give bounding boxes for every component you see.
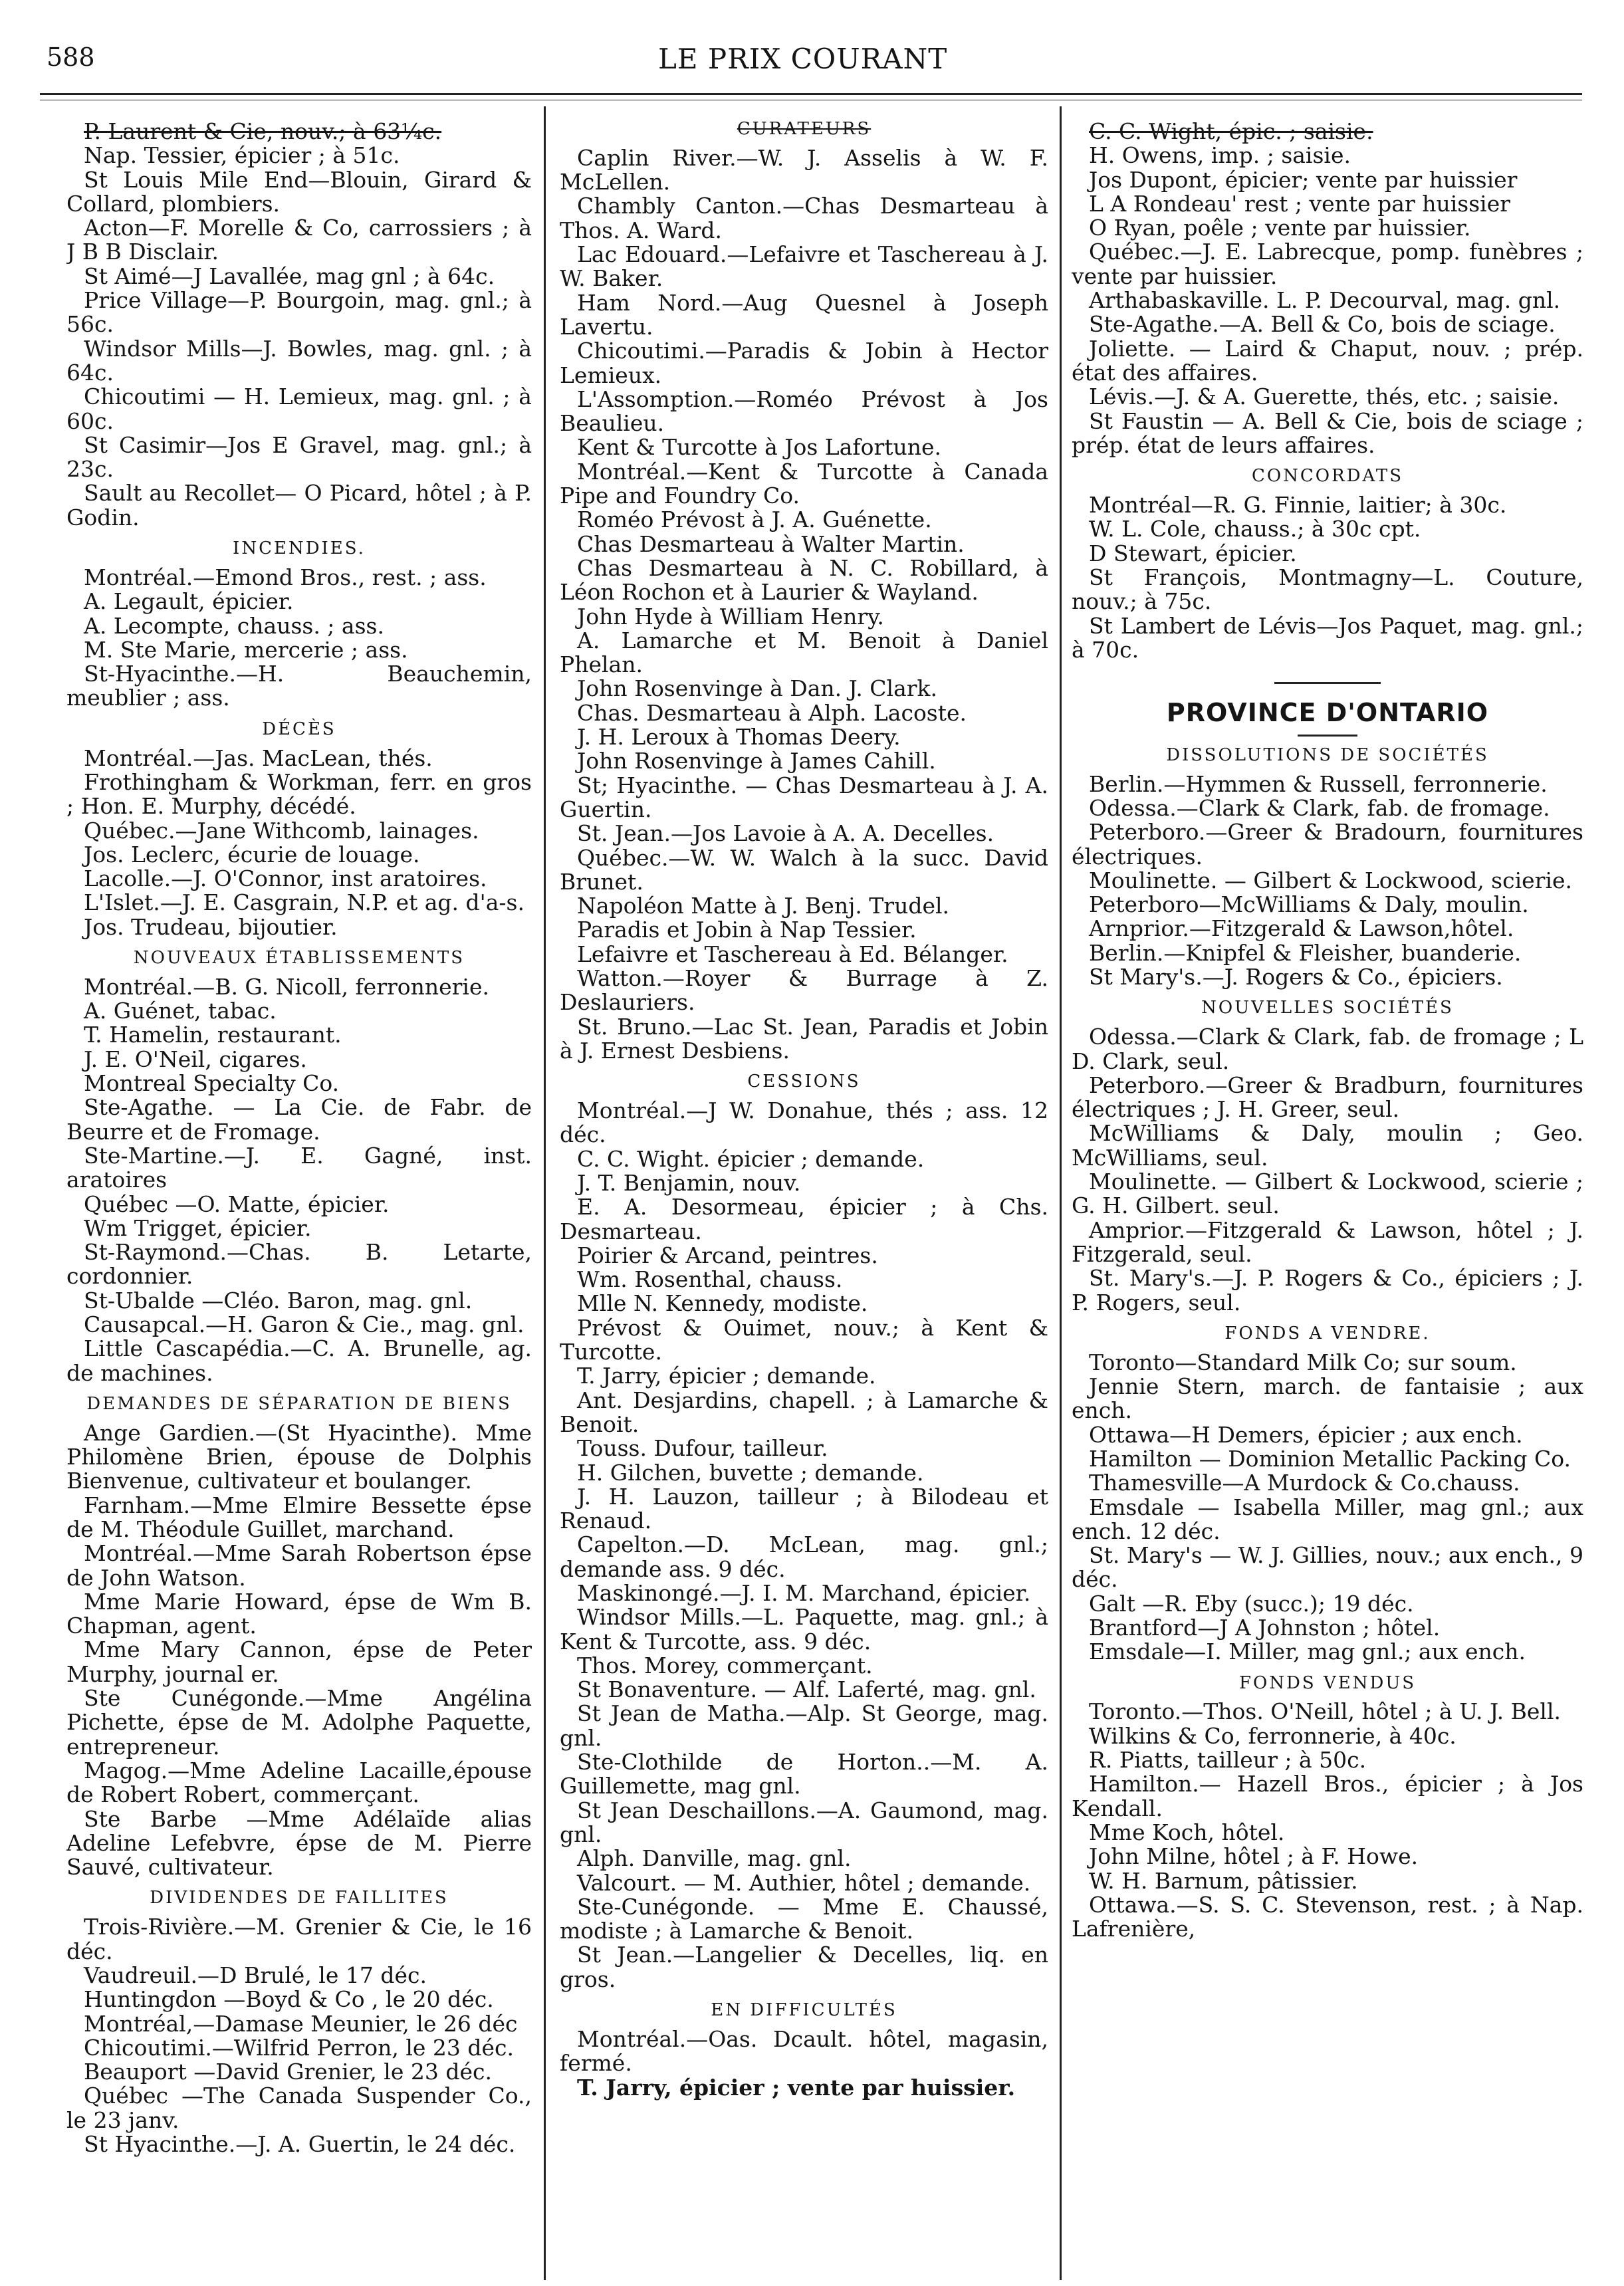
list-entry: St-Ubalde —Cléo. Baron, mag. gnl. <box>84 1287 473 1314</box>
list-entry: St. Mary's.—J. P. Rogers & Co., épiciers ; J. P. Rogers, seul. <box>1072 1265 1583 1315</box>
list-entry: Montréal.—J W. Donahue, thés ; ass. 12 déc. <box>560 1097 1048 1148</box>
list-entry: Valcourt. — M. Authier, hôtel ; demande. <box>577 1869 1031 1896</box>
list-entry: St Mary's.—J. Rogers & Co., épiciers. <box>1089 964 1503 990</box>
list-entry: John Milne, hôtel ; à F. Howe. <box>1089 1843 1419 1870</box>
list-entry: St; Hyacinthe. — Chas Desmarteau à J. A. Guertin. <box>560 772 1048 822</box>
list-entry: Ste-Martine.—J. E. Gagné, inst. aratoires <box>66 1142 532 1193</box>
list-entry: Odessa.—Clark & Clark, fab. de fromage ; L D. Clark, seul. <box>1072 1024 1583 1074</box>
list-entry: J. H. Lauzon, tailleur ; à Bilodeau et Renaud. <box>560 1483 1048 1534</box>
list-entry: Thos. Morey, commerçant. <box>577 1652 873 1678</box>
list-entry: H. Owens, imp. ; saisie. <box>1089 142 1351 169</box>
list-entry: Montréal.—Mme Sarah Robertson épse de John Watson. <box>66 1540 532 1591</box>
list-entry: C. C. Wight, épic. ; saisie. <box>1089 120 1373 144</box>
page-header <box>47 40 1589 86</box>
list-entry: Emsdale—I. Miller, mag gnl.; aux ench. <box>1089 1639 1526 1665</box>
list-entry: St Lambert de Lévis—Jos Paquet, mag. gnl.; à 70c. <box>1072 612 1583 663</box>
list-entry: Montreal Specialty Co. <box>84 1070 340 1097</box>
section-rule <box>1274 682 1381 684</box>
column-left <box>66 120 532 2273</box>
list-entry: Ottawa—H Demers, épicier ; aux ench. <box>1089 1421 1523 1448</box>
list-entry: Ste Cunégonde.—Mme Angélina Pichette, épse de M. Adolphe Paquette, entrepreneur. <box>66 1685 532 1760</box>
list-entry: E. A. Desormeau, épicier ; à Chs. Desmarteau. <box>560 1194 1048 1244</box>
list-entry: Mme Mary Cannon, épse de Peter Murphy, journal er. <box>66 1637 532 1687</box>
list-entry: Watton.—Royer & Burrage à Z. Deslauriers. <box>560 965 1048 1016</box>
list-entry: St Louis Mile End—Blouin, Girard & Collard, plombiers. <box>66 166 532 217</box>
list-entry: A. Lamarche et M. Benoit à Daniel Phelan. <box>560 627 1048 678</box>
list-entry: Little Cascapédia.—C. A. Brunelle, ag. de machines. <box>66 1335 532 1386</box>
list-entry: John Rosenvinge à James Cahill. <box>577 748 936 774</box>
list-entry: Peterboro.—Greer & Bradburn, fournitures électriques ; J. H. Greer, seul. <box>1072 1072 1583 1123</box>
list-entry: Québec.—Jane Withcomb, lainages. <box>84 817 479 844</box>
section-heading: CURATEURS <box>737 120 871 139</box>
section-heading: NOUVELLES SOCIÉTÉS <box>1201 998 1454 1018</box>
list-entry: Québec.—J. E. Labrecque, pomp. funèbres ; vente par huissier. <box>1072 239 1583 289</box>
list-entry: C. C. Wight. épicier ; demande. <box>577 1145 925 1172</box>
list-entry: A. Lecompte, chauss. ; ass. <box>84 612 384 639</box>
list-entry: Amprior.—Fitzgerald & Lawson, hôtel ; J. Fitzgerald, seul. <box>1072 1216 1583 1267</box>
list-entry: Berlin.—Knipfel & Fleisher, buanderie. <box>1089 939 1522 966</box>
column-divider <box>1060 106 1062 2280</box>
list-entry: Windsor Mills.—L. Paquette, mag. gnl.; à Kent & Turcotte, ass. 9 déc. <box>560 1604 1048 1655</box>
list-entry: Québec —O. Matte, épicier. <box>84 1191 390 1217</box>
list-entry: St Jean.—Langelier & Decelles, liq. en gros. <box>560 1942 1048 1992</box>
list-entry: Chicoutimi.—Wilfrid Perron, le 23 déc. <box>84 2034 514 2061</box>
list-entry: Caplin River.—W. J. Asselis à W. F. McLellen. <box>560 144 1048 195</box>
list-entry: Arnprior.—Fitzgerald & Lawson,hôtel. <box>1089 915 1514 942</box>
list-entry: St. Mary's — W. J. Gillies, nouv.; aux ench., 9 déc. <box>1072 1542 1583 1593</box>
list-entry: Huntingdon —Boyd & Co , le 20 déc. <box>84 1986 494 2013</box>
list-entry: Moulinette. — Gilbert & Lockwood, scierie ; G. H. Gilbert. seul. <box>1072 1169 1583 1219</box>
list-entry: Québec —The Canada Suspender Co., le 23 janv. <box>66 2083 532 2133</box>
list-entry: Ottawa.—S. S. C. Stevenson, rest. ; à Nap. Lafrenière, <box>1072 1891 1583 1942</box>
list-entry: Alph. Danville, mag. gnl. <box>577 1845 852 1872</box>
list-entry: A. Legault, épicier. <box>84 588 294 615</box>
list-entry: Causapcal.—H. Garon & Cie., mag. gnl. <box>84 1312 524 1338</box>
list-entry: St-Hyacinthe.—H. Beauchemin, meublier ; ass. <box>66 661 532 711</box>
list-entry: T. Jarry, épicier ; vente par huissier. <box>577 2074 1016 2101</box>
list-entry: Emsdale — Isabella Miller, mag gnl.; aux ench. 12 déc. <box>1072 1494 1583 1544</box>
list-entry: R. Piatts, tailleur ; à 50c. <box>1089 1747 1367 1773</box>
list-entry: Touss. Dufour, tailleur. <box>577 1435 828 1462</box>
list-entry: St-Raymond.—Chas. B. Letarte, cordonnier. <box>66 1239 532 1290</box>
list-entry: St Casimir—Jos E Gravel, mag. gnl.; à 23c. <box>66 431 532 483</box>
list-entry: Jennie Stern, march. de fantaisie ; aux ench. <box>1072 1373 1583 1424</box>
column-middle <box>560 120 1048 2273</box>
list-entry: Toronto.—Thos. O'Neill, hôtel ; à U. J. Bell. <box>1089 1698 1561 1725</box>
section-heading: DÉCÈS <box>262 719 336 739</box>
list-entry: Mme Koch, hôtel. <box>1089 1819 1285 1845</box>
list-entry: Frothingham & Workman, ferr. en gros ; Hon. E. Murphy, décédé. <box>66 768 532 820</box>
list-entry: O Ryan, poêle ; vente par huissier. <box>1089 215 1471 241</box>
province-heading: PROVINCE D'ONTARIO <box>1166 698 1489 728</box>
list-entry: Ham Nord.—Aug Quesnel à Joseph Lavertu. <box>560 289 1048 340</box>
list-entry: Ste-Clothilde de Horton..—M. A. Guillemette, mag gnl. <box>560 1749 1048 1799</box>
list-entry: J. E. O'Neil, cigares. <box>84 1046 307 1072</box>
list-entry: Chambly Canton.—Chas Desmarteau à Thos. A. Ward. <box>560 193 1048 243</box>
list-entry: St Hyacinthe.—J. A. Guertin, le 24 déc. <box>84 2131 516 2158</box>
list-entry: Sault au Recollet— O Picard, hôtel ; à P. Godin. <box>66 480 532 530</box>
list-entry: Acton—F. Morelle & Co, carrossiers ; à J B B Disclair. <box>66 215 532 265</box>
section-heading: DIVIDENDES DE FAILLITES <box>150 1888 449 1908</box>
list-entry: Jos. Trudeau, bijoutier. <box>84 913 338 940</box>
list-entry: L'Islet.—J. E. Casgrain, N.P. et ag. d'a-s. <box>84 889 524 916</box>
list-entry: Hamilton — Dominion Metallic Packing Co. <box>1089 1445 1571 1472</box>
list-entry: H. Gilchen, buvette ; demande. <box>577 1459 924 1486</box>
list-entry: St. Jean.—Jos Lavoie à A. A. Decelles. <box>577 820 994 847</box>
list-entry: L A Rondeau' rest ; vente par huissier <box>1089 190 1510 217</box>
list-entry: P. Laurent & Cie, nouv.; à 63¼c. <box>84 120 442 144</box>
list-entry: Poirier & Arcand, peintres. <box>577 1242 878 1268</box>
list-entry: Jos Dupont, épicier; vente par huissier <box>1089 166 1518 193</box>
list-entry: Mlle N. Kennedy, modiste. <box>577 1290 868 1317</box>
list-entry: Magog.—Mme Adeline Lacaille,épouse de Robert Robert, commerçant. <box>66 1757 532 1808</box>
column-right <box>1072 120 1583 2273</box>
list-entry: John Hyde à William Henry. <box>577 603 884 629</box>
list-entry: Nap. Tessier, épicier ; à 51c. <box>84 142 400 169</box>
list-entry: Farnham.—Mme Elmire Bessette épse de M. Théodule Guillet, marchand. <box>66 1492 532 1542</box>
header-rule <box>40 93 1582 95</box>
list-entry: St François, Montmagny—L. Couture, nouv.; à 75c. <box>1072 564 1583 615</box>
list-entry: Kent & Turcotte à Jos Lafortune. <box>577 434 942 461</box>
list-entry: D Stewart, épicier. <box>1089 540 1297 566</box>
list-entry: Jos. Leclerc, écurie de louage. <box>84 841 420 867</box>
list-entry: McWilliams & Daly, moulin ; Geo. McWilliams, seul. <box>1072 1120 1583 1171</box>
list-entry: Lacolle.—J. O'Connor, inst aratoires. <box>84 865 487 892</box>
list-entry: Montréal.—Kent & Turcotte à Canada Pipe and Foundry Co. <box>560 458 1048 509</box>
list-entry: St Bonaventure. — Alf. Laferté, mag. gnl. <box>577 1676 1036 1703</box>
section-heading: CESSIONS <box>747 1072 861 1092</box>
list-entry: Maskinongé.—J. I. M. Marchand, épicier. <box>577 1580 1031 1606</box>
list-entry: Hamilton.— Hazell Bros., épicier ; à Jos Kendall. <box>1072 1771 1583 1821</box>
list-entry: Capelton.—D. McLean, mag. gnl.; demande ass. 9 déc. <box>560 1532 1048 1582</box>
list-entry: Lac Edouard.—Lefaivre et Taschereau à J. W. Baker. <box>560 241 1048 292</box>
list-entry: Ste Barbe —Mme Adélaïde alias Adeline Lefebvre, épse de M. Pierre Sauvé, cultivateur. <box>66 1805 532 1881</box>
list-entry: St Jean de Matha.—Alp. St George, mag. gnl. <box>560 1700 1048 1751</box>
list-entry: Ange Gardien.—(St Hyacinthe). Mme Philomène Brien, épouse de Dolphis Bienvenue, cultivateur et boulanger. <box>66 1419 532 1494</box>
section-heading: DEMANDES DE SÉPARATION DE BIENS <box>86 1393 512 1414</box>
section-heading: NOUVEAUX ÉTABLISSEMENTS <box>133 947 465 968</box>
list-entry: Ant. Desjardins, chapell. ; à Lamarche & Benoit. <box>560 1387 1048 1437</box>
list-entry: Ste-Cunégonde. — Mme E. Chaussé, modiste ; à Lamarche & Benoit. <box>560 1893 1048 1944</box>
list-entry: Peterboro—McWilliams & Daly, moulin. <box>1089 891 1529 918</box>
list-entry: Lefaivre et Taschereau à Ed. Bélanger. <box>577 941 1008 967</box>
list-entry: Trois-Rivière.—M. Grenier & Cie, le 16 déc. <box>66 1914 532 1964</box>
list-entry: St Aimé—J Lavallée, mag gnl ; à 64c. <box>84 263 495 289</box>
list-entry: Montréal—R. G. Finnie, laitier; à 30c. <box>1089 492 1507 518</box>
page-number: 588 <box>47 43 95 72</box>
list-entry: J. T. Benjamin, nouv. <box>577 1169 801 1196</box>
column-divider <box>544 106 546 2280</box>
list-entry: Peterboro.—Greer & Bradourn, fournitures électriques. <box>1072 819 1583 869</box>
list-entry: W. L. Cole, chauss.; à 30c cpt. <box>1089 516 1421 542</box>
list-entry: L'Assomption.—Roméo Prévost à Jos Beaulieu. <box>560 386 1048 437</box>
list-entry: Moulinette. — Gilbert & Lockwood, scierie. <box>1089 867 1573 893</box>
list-entry: Galt —R. Eby (succ.); 19 déc. <box>1089 1590 1414 1617</box>
list-entry: St Jean Deschaillons.—A. Gaumond, mag. gnl. <box>560 1797 1048 1847</box>
list-entry: Chicoutimi.—Paradis & Jobin à Hector Lemieux. <box>560 338 1048 388</box>
list-entry: Napoléon Matte à J. Benj. Trudel. <box>577 893 950 919</box>
list-entry: Chas Desmarteau à Walter Martin. <box>577 530 965 557</box>
list-entry: Montréal,—Damase Meunier, le 26 déc <box>84 2010 518 2037</box>
list-entry: Chas. Desmarteau à Alph. Lacoste. <box>577 699 967 726</box>
list-entry: Brantford—J A Johnston ; hôtel. <box>1089 1614 1441 1641</box>
list-entry: Chas Desmarteau à N. C. Robillard, à Léon Rochon et à Laurier & Wayland. <box>560 554 1048 606</box>
list-entry: Price Village—P. Bourgoin, mag. gnl.; à 56c. <box>66 287 532 338</box>
section-heading: DISSOLUTIONS DE SOCIÉTÉS <box>1166 744 1489 765</box>
section-heading: EN DIFFICULTÉS <box>711 2000 897 2021</box>
section-heading: FONDS VENDUS <box>1238 1672 1417 1693</box>
list-entry: Ste-Agathe.—A. Bell & Co, bois de sciage. <box>1089 311 1556 338</box>
list-entry: M. Ste Marie, mercerie ; ass. <box>84 636 408 663</box>
list-entry: Montréal.—Jas. MacLean, thés. <box>84 744 433 771</box>
list-entry: Paradis et Jobin à Nap Tessier. <box>577 917 917 943</box>
list-entry: Toronto—Standard Milk Co; sur soum. <box>1089 1349 1517 1375</box>
list-entry: Odessa.—Clark & Clark, fab. de fromage. <box>1089 795 1550 821</box>
list-entry: Mme Marie Howard, épse de Wm B. Chapman, agent. <box>66 1588 532 1639</box>
list-entry: Ste-Agathe. — La Cie. de Fabr. de Beurre et de Fromage. <box>66 1094 532 1145</box>
list-entry: Joliette. — Laird & Chaput, nouv. ; prép. état des affaires. <box>1072 335 1583 386</box>
list-entry: Lévis.—J. & A. Guerette, thés, etc. ; saisie. <box>1089 384 1560 410</box>
list-entry: St Faustin — A. Bell & Cie, bois de sciage ; prép. état de leurs affaires. <box>1072 407 1583 458</box>
list-entry: St. Bruno.—Lac St. Jean, Paradis et Jobin à J. Ernest Desbiens. <box>560 1013 1048 1064</box>
list-entry: Chicoutimi — H. Lemieux, mag. gnl. ; à 60c. <box>66 384 532 434</box>
list-entry: Berlin.—Hymmen & Russell, ferronnerie. <box>1089 770 1548 797</box>
section-heading: INCENDIES. <box>233 538 366 559</box>
list-entry: John Rosenvinge à Dan. J. Clark. <box>577 675 938 702</box>
list-entry: Roméo Prévost à J. A. Guénette. <box>577 507 932 533</box>
list-entry: T. Jarry, épicier ; demande. <box>577 1363 876 1389</box>
list-entry: Montréal.—B. G. Nicoll, ferronnerie. <box>84 973 490 1000</box>
section-rule <box>1298 735 1357 737</box>
list-entry: Arthabaskaville. L. P. Decourval, mag. gnl. <box>1089 287 1561 314</box>
list-entry: Wm Trigget, épicier. <box>84 1214 312 1241</box>
list-entry: Québec.—W. W. Walch à la succ. David Brunet. <box>560 844 1048 895</box>
section-heading: CONCORDATS <box>1251 466 1404 487</box>
list-entry: Windsor Mills—J. Bowles, mag. gnl. ; à 64c. <box>66 335 532 386</box>
list-entry: T. Hamelin, restaurant. <box>84 1022 342 1048</box>
list-entry: Montréal.—Oas. Dcault. hôtel, magasin, fermé. <box>560 2025 1048 2077</box>
list-entry: Wilkins & Co, ferronnerie, à 40c. <box>1089 1722 1456 1749</box>
list-entry: A. Guénet, tabac. <box>84 998 277 1024</box>
list-entry: Wm. Rosenthal, chauss. <box>577 1266 843 1293</box>
list-entry: Thamesville—A Murdock & Co.chauss. <box>1089 1470 1520 1496</box>
list-entry: Montréal.—Emond Bros., rest. ; ass. <box>84 564 487 590</box>
list-entry: Prévost & Ouimet, nouv.; à Kent & Turcotte. <box>560 1314 1048 1365</box>
list-entry: Vaudreuil.—D Brulé, le 17 déc. <box>84 1962 427 1988</box>
list-entry: W. H. Barnum, pâtissier. <box>1089 1867 1358 1894</box>
section-heading: FONDS A VENDRE. <box>1224 1323 1431 1343</box>
running-title: LE PRIX COURANT <box>658 43 948 75</box>
list-entry: Beauport —David Grenier, le 23 déc. <box>84 2059 492 2085</box>
list-entry: J. H. Leroux à Thomas Deery. <box>577 724 901 750</box>
